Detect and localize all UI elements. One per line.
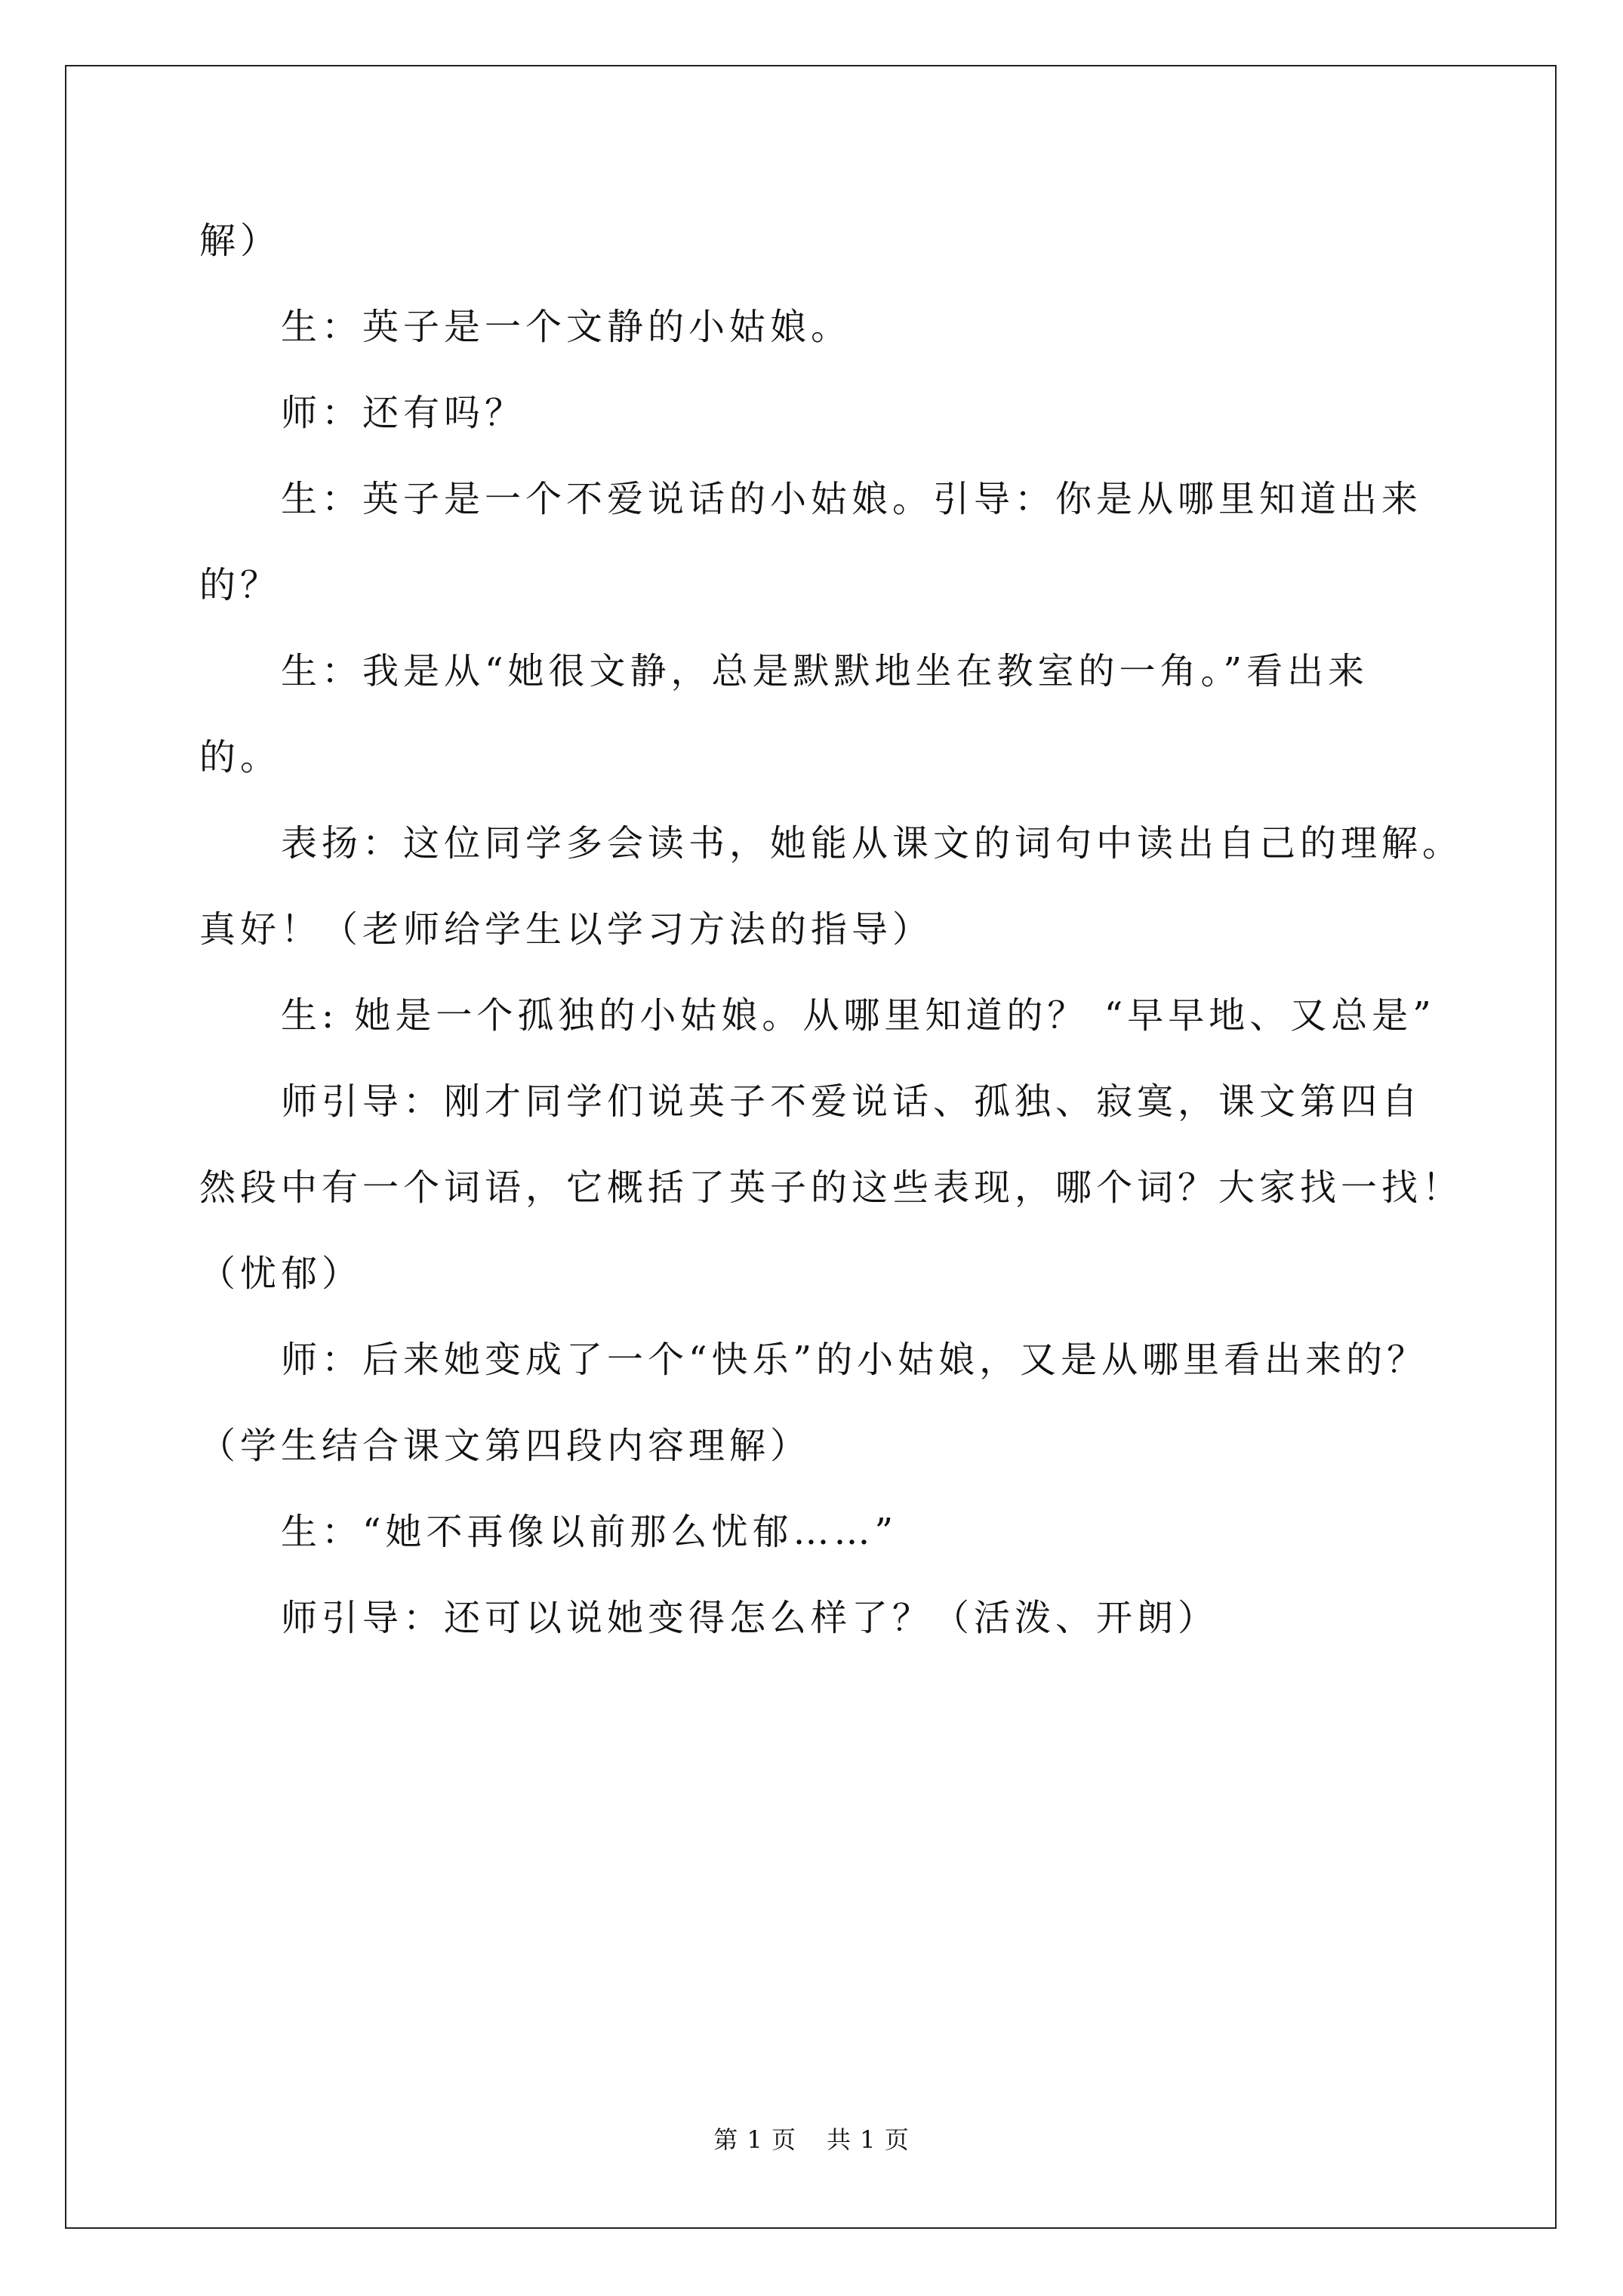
text-line: （学生结合课文第四段内容理解） [199,1425,812,1467]
text-line: 师引导：还可以说她变得怎么样了？（活泼、开朗） [281,1597,1219,1639]
text-line: 生：英子是一个文静的小姑娘。 [281,306,852,348]
text-line: 然段中有一个词语，它概括了英子的这些表现，哪个词？大家找一找！ [199,1166,1464,1209]
text-line: 的。 [199,736,282,778]
document-body [199,198,1498,1661]
text-line: 生：“她不再像以前那么忧郁……” [281,1511,898,1553]
page-footer [0,2125,1623,2155]
page-number: 第 1 页 [713,2125,796,2154]
text-line: 真好！（老师给学生以学习方法的指导） [199,908,934,951]
text-line: 师：还有吗？ [281,392,526,434]
text-line: 师引导：刚才同学们说英子不爱说话、孤独、寂寞，课文第四自 [281,1080,1423,1123]
text-line: 解） [199,220,282,262]
page-total: 共 1 页 [827,2125,910,2154]
text-line: 的？ [199,564,282,606]
text-line: 生：英子是一个不爱说话的小姑娘。引导：你是从哪里知道出来 [281,478,1423,520]
text-line: （忧郁） [199,1253,363,1295]
text-line: 生: 她是一个孤独的小姑娘。从哪里知道的？ “早早地、又总是” [281,994,1436,1037]
text-line: 师：后来她变成了一个“快乐”的小姑娘，又是从哪里看出来的？ [281,1339,1428,1381]
text-line: 生：我是从“她很文静，总是默默地坐在教室的一角。”看出来 [281,650,1369,692]
text-line: 表扬：这位同学多会读书，她能从课文的词句中读出自己的理解。 [281,822,1464,864]
